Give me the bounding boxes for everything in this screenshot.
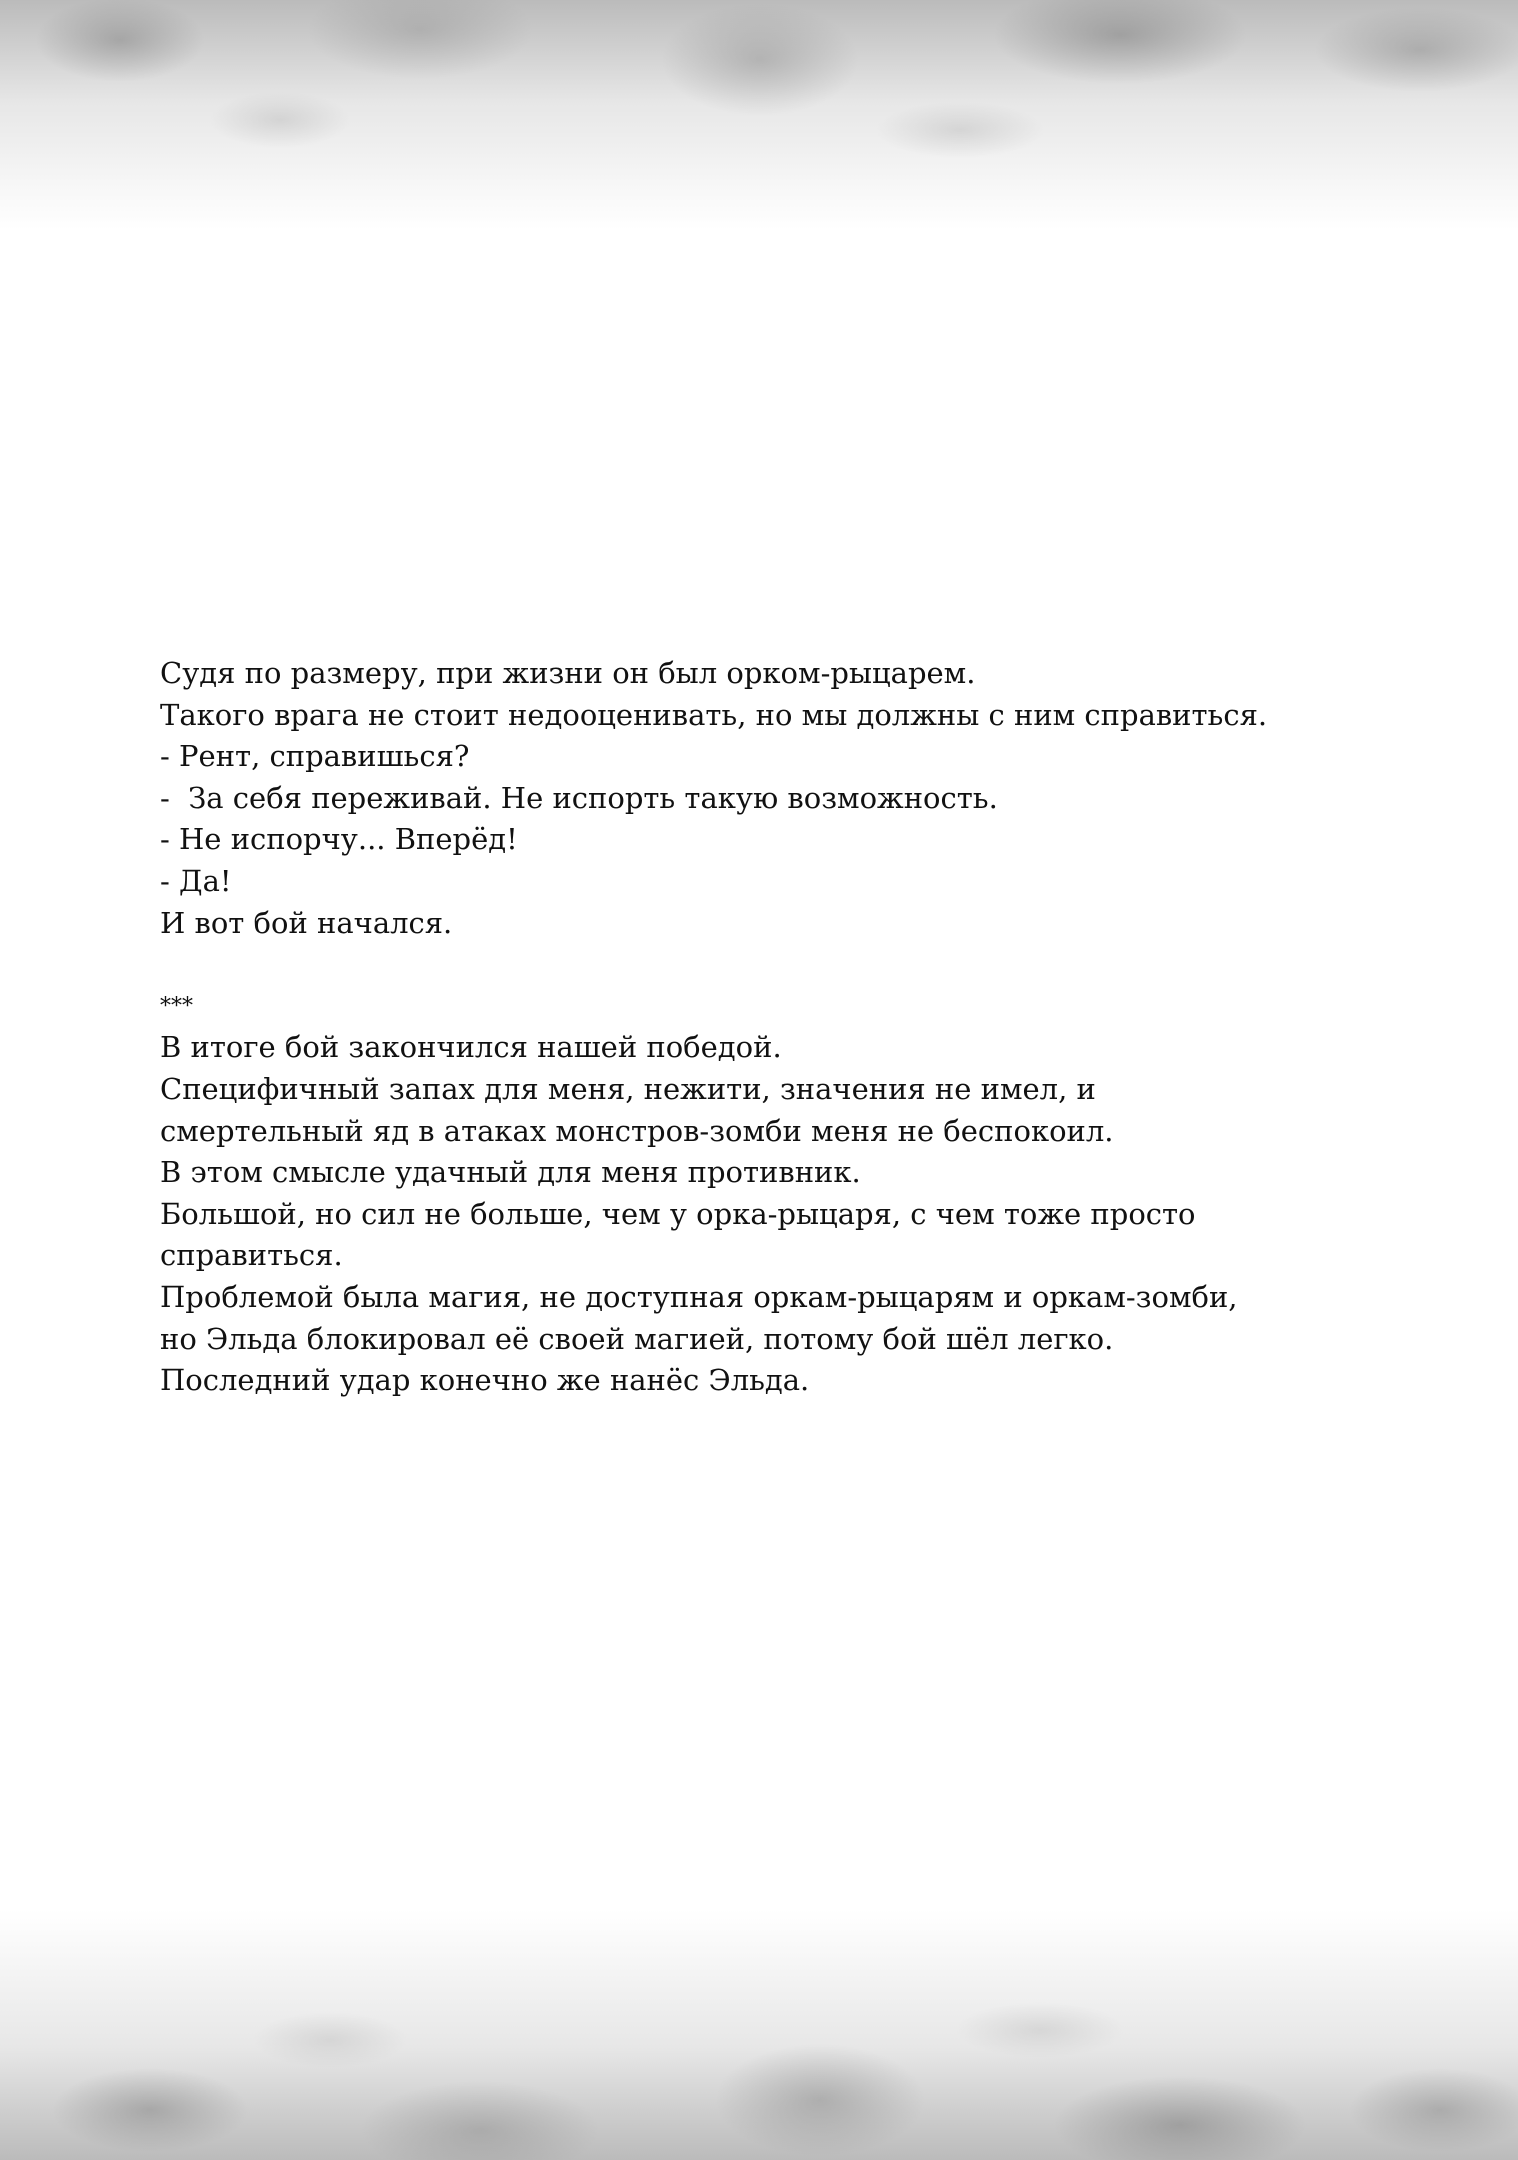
text-line: Судя по размеру, при жизни он был орком-рыцарем. [160,656,976,690]
text-line: В этом смысле удачный для меня противник. [160,1155,861,1190]
blank-line [160,944,1400,986]
text-line: Такого врага не стоит недооценивать, но мы должны с ним справиться. [160,697,1268,732]
top-stone-texture [0,0,1518,230]
dialogue-line: - Рент, справишься? [160,739,470,774]
dialogue-line: - Не испорчу... Вперёд! [160,822,518,857]
text-line: И вот бой начался. [160,905,453,940]
text-line: Проблемой была магия, не доступная оркам-рыцарям и оркам-зомби, [160,1279,1238,1314]
text-line: Специфичный запах для меня, нежити, значения не имел, и [160,1071,1096,1106]
story-text [160,653,1400,1402]
text-line: Большой, но сил не больше, чем у орка-рыцаря, с чем тоже просто [160,1196,1196,1231]
text-line: но Эльда блокировал её своей магией, потому бой шёл легко. [160,1321,1114,1356]
text-line: справиться. [160,1238,343,1273]
text-line: смертельный яд в атаках монстров-зомби меня не беспокоил. [160,1113,1114,1148]
dialogue-line: - За себя переживай. Не испорть такую возможность. [160,780,998,815]
section-separator: *** [160,993,193,1019]
dialogue-line: - Да! [160,863,232,898]
bottom-stone-texture [0,1910,1518,2160]
text-line: В итоге бой закончился нашей победой. [160,1030,782,1065]
text-line: Последний удар конечно же нанёс Эльда. [160,1363,810,1398]
